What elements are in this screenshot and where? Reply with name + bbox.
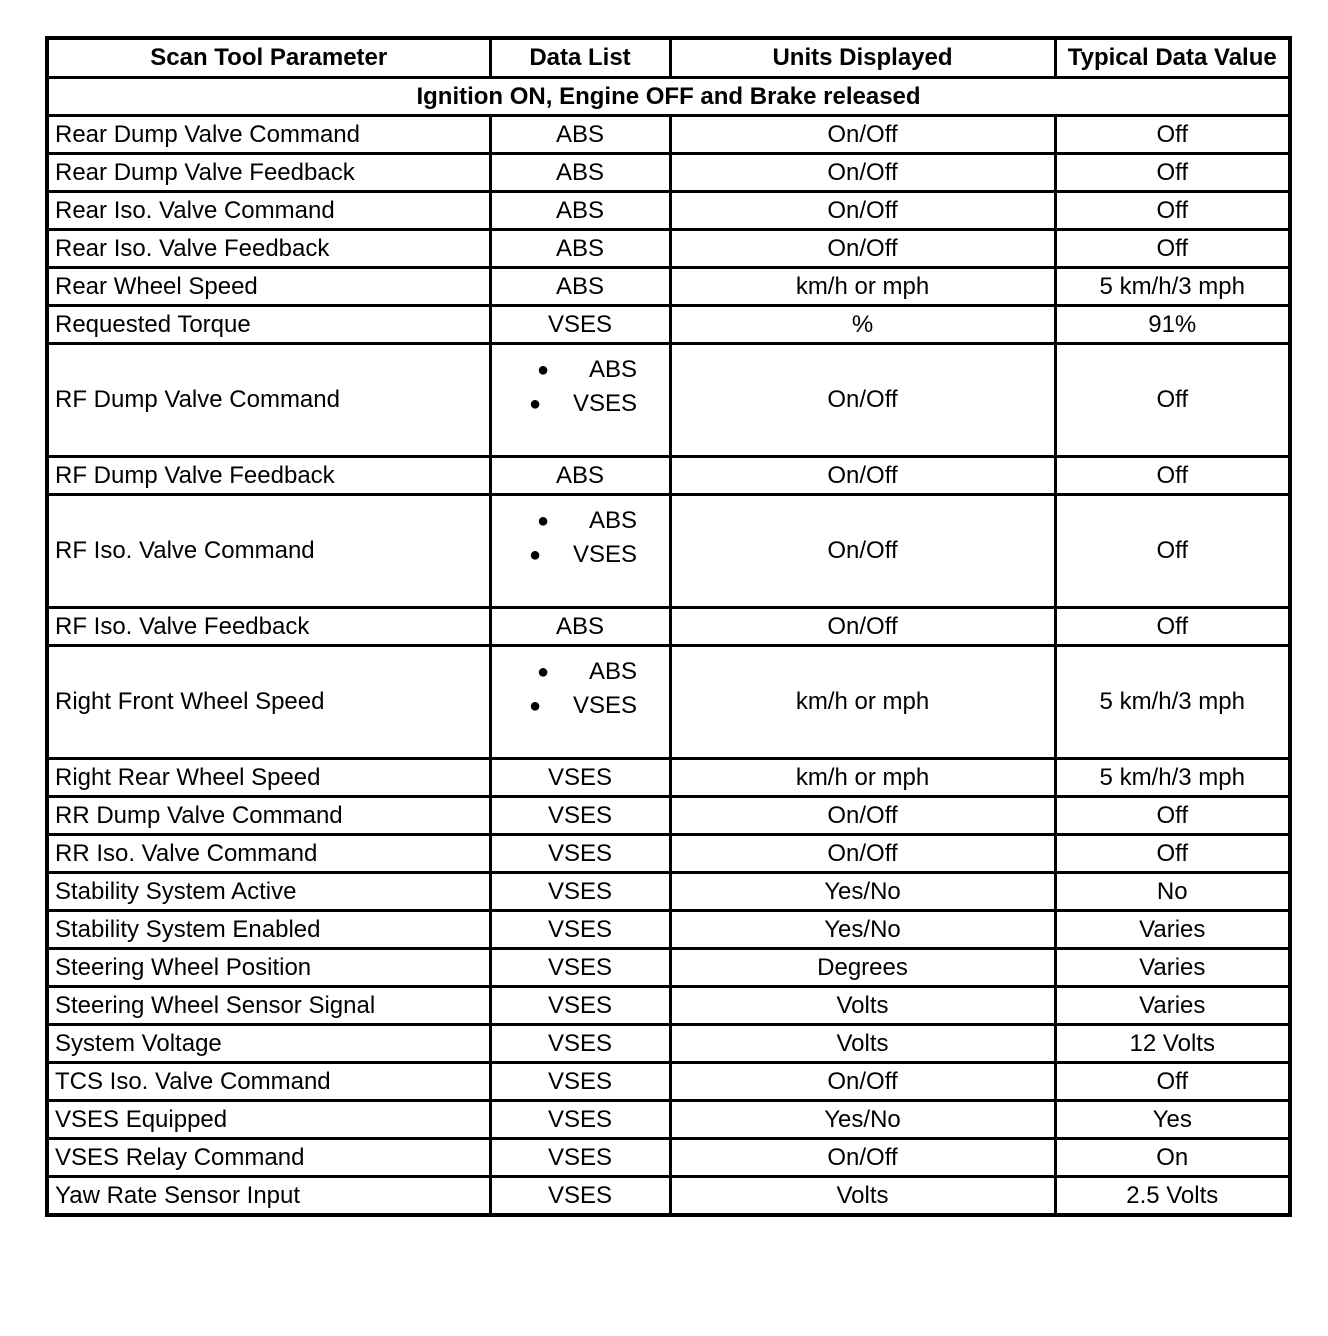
typical-value-cell: 5 km/h/3 mph — [1055, 268, 1290, 306]
table-row — [47, 608, 1290, 646]
header-parameter: Scan Tool Parameter — [47, 38, 490, 78]
bullet-icon: ● — [529, 393, 542, 415]
table-row — [47, 344, 1290, 457]
table-row — [47, 1177, 1290, 1216]
table-row — [47, 1063, 1290, 1101]
data-list-label: ABS — [588, 658, 637, 685]
header-units: Units Displayed — [670, 38, 1055, 78]
bullet-icon: ● — [537, 661, 550, 683]
units-cell: On/Off — [670, 835, 1055, 873]
typical-value-cell: Off — [1055, 495, 1290, 608]
parameter-cell: Rear Iso. Valve Command — [47, 192, 490, 230]
data-list-cell: VSES — [490, 949, 670, 987]
units-cell: On/Off — [670, 1063, 1055, 1101]
parameter-cell: Steering Wheel Sensor Signal — [47, 987, 490, 1025]
data-list-cell: VSES — [490, 987, 670, 1025]
table-row — [47, 646, 1290, 759]
parameter-cell: RF Dump Valve Feedback — [47, 457, 490, 495]
data-list-item — [521, 353, 639, 387]
data-list-cell: VSES — [490, 1025, 670, 1063]
units-cell: % — [670, 306, 1055, 344]
units-cell: On/Off — [670, 1139, 1055, 1177]
units-cell: Yes/No — [670, 1101, 1055, 1139]
parameter-cell: Rear Wheel Speed — [47, 268, 490, 306]
data-list-cell: ABS — [490, 154, 670, 192]
table-row — [47, 154, 1290, 192]
data-list-cell: VSES — [490, 797, 670, 835]
table-row — [47, 1139, 1290, 1177]
table-row — [47, 268, 1290, 306]
parameter-cell: Yaw Rate Sensor Input — [47, 1177, 490, 1216]
parameter-cell: Right Front Wheel Speed — [47, 646, 490, 759]
units-cell: On/Off — [670, 495, 1055, 608]
parameter-cell: RF Iso. Valve Feedback — [47, 608, 490, 646]
data-list-cell: VSES — [490, 1177, 670, 1216]
parameter-cell: Rear Iso. Valve Feedback — [47, 230, 490, 268]
table-row — [47, 835, 1290, 873]
section-title: Ignition ON, Engine OFF and Brake released — [47, 78, 1290, 116]
typical-value-cell: 91% — [1055, 306, 1290, 344]
parameter-cell: Right Rear Wheel Speed — [47, 759, 490, 797]
data-list-item — [521, 538, 639, 572]
data-list-cell: ABS — [490, 192, 670, 230]
data-list-cell: ABS — [490, 230, 670, 268]
table-row — [47, 1101, 1290, 1139]
data-list-cell: VSES — [490, 873, 670, 911]
header-data-list: Data List — [490, 38, 670, 78]
data-list-cell: ABS — [490, 457, 670, 495]
units-cell: Volts — [670, 1177, 1055, 1216]
bullet-icon: ● — [537, 359, 550, 381]
table-row — [47, 192, 1290, 230]
header-row — [47, 38, 1290, 78]
units-cell: On/Off — [670, 608, 1055, 646]
table-row — [47, 759, 1290, 797]
parameter-cell: Requested Torque — [47, 306, 490, 344]
data-list-cell: VSES — [490, 835, 670, 873]
units-cell: On/Off — [670, 230, 1055, 268]
typical-value-cell: Off — [1055, 608, 1290, 646]
typical-value-cell: Off — [1055, 154, 1290, 192]
units-cell: On/Off — [670, 797, 1055, 835]
table-row — [47, 987, 1290, 1025]
data-list-bullets — [521, 353, 639, 421]
units-cell: Yes/No — [670, 911, 1055, 949]
typical-value-cell: 5 km/h/3 mph — [1055, 759, 1290, 797]
parameter-cell: Stability System Enabled — [47, 911, 490, 949]
data-list-label: VSES — [572, 692, 637, 719]
units-cell: Yes/No — [670, 873, 1055, 911]
typical-value-cell: Varies — [1055, 949, 1290, 987]
parameter-cell: Rear Dump Valve Command — [47, 116, 490, 154]
parameter-cell: Rear Dump Valve Feedback — [47, 154, 490, 192]
data-list-cell: ABS — [490, 268, 670, 306]
typical-value-cell: Off — [1055, 230, 1290, 268]
data-list-cell — [490, 646, 670, 759]
units-cell: On/Off — [670, 116, 1055, 154]
data-list-cell: VSES — [490, 759, 670, 797]
data-list-item — [521, 689, 639, 723]
data-list-cell: VSES — [490, 1139, 670, 1177]
parameter-cell: VSES Relay Command — [47, 1139, 490, 1177]
typical-value-cell: 12 Volts — [1055, 1025, 1290, 1063]
table-row — [47, 306, 1290, 344]
data-list-cell: VSES — [490, 911, 670, 949]
table-row — [47, 797, 1290, 835]
parameter-cell: System Voltage — [47, 1025, 490, 1063]
data-list-label: ABS — [588, 507, 637, 534]
data-list-item — [521, 387, 639, 421]
typical-value-cell: Off — [1055, 797, 1290, 835]
table-row — [47, 911, 1290, 949]
parameter-cell: RF Dump Valve Command — [47, 344, 490, 457]
data-list-label: ABS — [588, 356, 637, 383]
data-list-label: VSES — [572, 541, 637, 568]
typical-value-cell: Off — [1055, 835, 1290, 873]
table-row — [47, 457, 1290, 495]
units-cell: Volts — [670, 987, 1055, 1025]
table-row — [47, 949, 1290, 987]
parameter-cell: VSES Equipped — [47, 1101, 490, 1139]
data-list-cell: VSES — [490, 1063, 670, 1101]
typical-value-cell: Off — [1055, 457, 1290, 495]
units-cell: km/h or mph — [670, 646, 1055, 759]
data-list-cell: VSES — [490, 1101, 670, 1139]
table-row — [47, 495, 1290, 608]
bullet-icon: ● — [537, 510, 550, 532]
units-cell: km/h or mph — [670, 268, 1055, 306]
data-list-bullets — [521, 504, 639, 572]
section-row — [47, 78, 1290, 116]
data-list-item — [521, 504, 639, 538]
data-list-bullets — [521, 655, 639, 723]
typical-value-cell: Yes — [1055, 1101, 1290, 1139]
data-list-item — [521, 655, 639, 689]
typical-value-cell: Off — [1055, 344, 1290, 457]
table-row — [47, 116, 1290, 154]
parameter-cell: RR Iso. Valve Command — [47, 835, 490, 873]
typical-value-cell: Varies — [1055, 987, 1290, 1025]
data-list-cell: ABS — [490, 116, 670, 154]
data-list-label: VSES — [572, 390, 637, 417]
units-cell: On/Off — [670, 192, 1055, 230]
header-typical-value: Typical Data Value — [1055, 38, 1290, 78]
bullet-icon: ● — [529, 544, 542, 566]
typical-value-cell: 2.5 Volts — [1055, 1177, 1290, 1216]
typical-value-cell: Off — [1055, 1063, 1290, 1101]
data-list-cell: ABS — [490, 608, 670, 646]
data-list-cell: VSES — [490, 306, 670, 344]
table-row — [47, 1025, 1290, 1063]
data-list-cell — [490, 344, 670, 457]
scan-tool-data-table — [45, 36, 1292, 1217]
units-cell: On/Off — [670, 457, 1055, 495]
parameter-cell: Steering Wheel Position — [47, 949, 490, 987]
units-cell: On/Off — [670, 344, 1055, 457]
bullet-icon: ● — [529, 695, 542, 717]
data-list-cell — [490, 495, 670, 608]
typical-value-cell: 5 km/h/3 mph — [1055, 646, 1290, 759]
table-row — [47, 873, 1290, 911]
table-body — [47, 116, 1290, 1216]
typical-value-cell: Off — [1055, 116, 1290, 154]
units-cell: km/h or mph — [670, 759, 1055, 797]
typical-value-cell: Varies — [1055, 911, 1290, 949]
units-cell: On/Off — [670, 154, 1055, 192]
parameter-cell: TCS Iso. Valve Command — [47, 1063, 490, 1101]
parameter-cell: RF Iso. Valve Command — [47, 495, 490, 608]
units-cell: Volts — [670, 1025, 1055, 1063]
units-cell: Degrees — [670, 949, 1055, 987]
table-row — [47, 230, 1290, 268]
parameter-cell: RR Dump Valve Command — [47, 797, 490, 835]
typical-value-cell: No — [1055, 873, 1290, 911]
typical-value-cell: Off — [1055, 192, 1290, 230]
parameter-cell: Stability System Active — [47, 873, 490, 911]
typical-value-cell: On — [1055, 1139, 1290, 1177]
